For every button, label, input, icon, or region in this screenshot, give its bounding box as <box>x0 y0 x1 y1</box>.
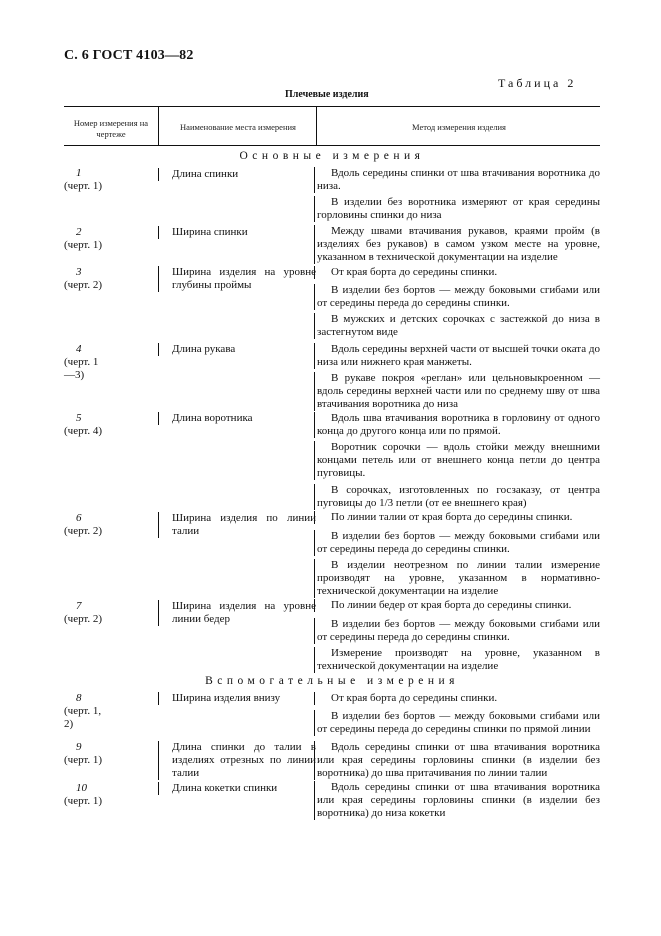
section-title-main: Основные измерения <box>239 150 425 162</box>
measurement-method-paragraph: От края борта до середины спинки. <box>314 266 600 279</box>
measurement-place-name: Ширина изделия на уровне глубины проймы <box>158 266 316 292</box>
measurement-place-name: Длина воротника <box>158 412 316 425</box>
measurement-number-value: 1 <box>76 167 82 179</box>
measurement-method-paragraph: В изделии без бортов — между боковыми сгибами или от середины переда до середины спинки по прямой линии <box>314 710 600 736</box>
measurement-place-name: Длина спинки <box>158 168 316 181</box>
measurement-place-name: Длина кокетки спинки <box>158 782 316 795</box>
measurement-method-paragraph: В сорочках, изготовленных по госзаказу, от центра пуговицы до 1/3 петли (от ее внешнего края) <box>314 484 600 510</box>
measurement-method-paragraph: Воротник сорочки — вдоль стойки между внешними концами петель или от внешнего конца петли до центра пуговицы. <box>314 441 600 480</box>
drawing-reference: (черт. 1) <box>64 239 103 251</box>
measurement-number-value: 8 <box>76 692 82 704</box>
measurement-method-paragraph: В изделии без бортов — между боковыми сгибами или от середины переда до середины спинки. <box>314 618 600 644</box>
measurement-method-paragraph: В изделии без воротника измеряют от края середины горловины спинки до низа <box>314 196 600 222</box>
measurement-method-paragraph: В изделии без бортов — между боковыми сгибами или от середины переда до середины спинки. <box>314 530 600 556</box>
drawing-reference: (черт. 2) <box>64 279 103 291</box>
measurement-number <box>64 782 104 808</box>
measurement-method-paragraph: По линии талии от края борта до середины спинки. <box>314 511 600 524</box>
measurement-method-paragraph: По линии бедер от края борта до середины спинки. <box>314 599 600 612</box>
drawing-reference: (черт. 4) <box>64 425 103 437</box>
measurement-number <box>64 266 104 292</box>
measurement-method-paragraph: От края борта до середины спинки. <box>314 692 600 705</box>
column-header-method: Метод измерения изделия <box>412 122 506 132</box>
measurement-place-name: Длина рукава <box>158 343 316 356</box>
measurement-method-paragraph: Вдоль середины верхней части от высшей точки оката до низа или нижнего края манжеты. <box>314 343 600 369</box>
drawing-reference: (черт. 1) <box>64 795 103 807</box>
measurement-method-paragraph: Вдоль середины спинки от шва втачивания воротника до низа. <box>314 167 600 193</box>
measurement-number <box>64 226 104 252</box>
measurement-number-value: 5 <box>76 412 82 424</box>
header-divider-1 <box>158 107 159 145</box>
measurement-place-name: Ширина изделия внизу <box>158 692 316 705</box>
page-header: С. 6 ГОСТ 4103—82 <box>64 48 194 63</box>
measurement-number <box>64 741 104 767</box>
table-label: Таблица 2 <box>498 76 577 90</box>
header-divider-2 <box>316 107 317 145</box>
drawing-reference: (черт. 2) <box>64 525 103 537</box>
measurement-method-paragraph: Вдоль середины спинки от шва втачивания воротника или края середины горловины спинки (в изделии без воротника) до низа кокетки <box>314 781 600 820</box>
measurement-place-name: Ширина изделия на уровне линии бедер <box>158 600 316 626</box>
column-header-number: Номер измерения на чертеже <box>73 118 149 139</box>
drawing-reference: (черт. 1) <box>64 180 103 192</box>
drawing-reference: (черт. 1—3) <box>64 356 99 381</box>
table-top-border <box>64 106 600 107</box>
measurement-number-value: 6 <box>76 512 82 524</box>
measurement-place-name: Длина спинки до талии в изделиях отрезных по линии талии <box>158 741 316 780</box>
measurement-number-value: 4 <box>76 343 82 355</box>
measurement-number-value: 7 <box>76 600 82 612</box>
measurement-number <box>64 412 104 438</box>
measurement-number-value: 3 <box>76 266 82 278</box>
measurement-number-value: 2 <box>76 226 82 238</box>
measurement-number <box>64 692 104 731</box>
drawing-reference: (черт. 1, 2) <box>64 705 102 730</box>
measurement-number-value: 9 <box>76 741 82 753</box>
measurement-method-paragraph: В мужских и детских сорочках с застежкой до низа в застегнутом виде <box>314 313 600 339</box>
measurement-method-paragraph: В изделии неотрезном по линии талии измерение производят на уровне, указанном в нормативно-технической документации на изделие <box>314 559 600 598</box>
measurement-place-name: Ширина спинки <box>158 226 316 239</box>
measurement-method-paragraph: Вдоль шва втачивания воротника в горловину от одного конца до другого конца или по прямой. <box>314 412 600 438</box>
measurement-number-value: 10 <box>76 782 87 794</box>
drawing-reference: (черт. 2) <box>64 613 103 625</box>
measurement-method-paragraph: В рукаве покроя «реглан» или цельновыкроенном — вдоль середины верхней части или по среднему шву от шва втачивания воротника до низа <box>314 372 600 411</box>
column-header-name: Наименование места измерения <box>180 122 296 132</box>
table-title: Плечевые изделия <box>285 89 369 100</box>
measurement-number <box>64 343 104 382</box>
measurement-method-paragraph: Вдоль середины спинки от шва втачивания воротника или края середины горловины спинки (в изделии без воротника) до шва притачивания по линии талии <box>314 741 600 780</box>
measurement-place-name: Ширина изделия по линии талии <box>158 512 316 538</box>
measurement-method-paragraph: В изделии без бортов — между боковыми сгибами или от середины переда до середины спинки. <box>314 284 600 310</box>
measurement-method-paragraph: Измерение производят на уровне, указанном в технической документации на изделие <box>314 647 600 673</box>
measurement-number <box>64 600 104 626</box>
drawing-reference: (черт. 1) <box>64 754 103 766</box>
section-title-aux: Вспомогательные измерения <box>205 675 459 687</box>
measurement-number <box>64 512 104 538</box>
table-header-bottom-border <box>64 145 600 146</box>
measurement-number <box>64 167 104 193</box>
measurement-method-paragraph: Между швами втачивания рукавов, краями пройм (в изделиях без рукавов) в самом узком месте на уровне, указанном в технической документации на изделие <box>314 225 600 264</box>
